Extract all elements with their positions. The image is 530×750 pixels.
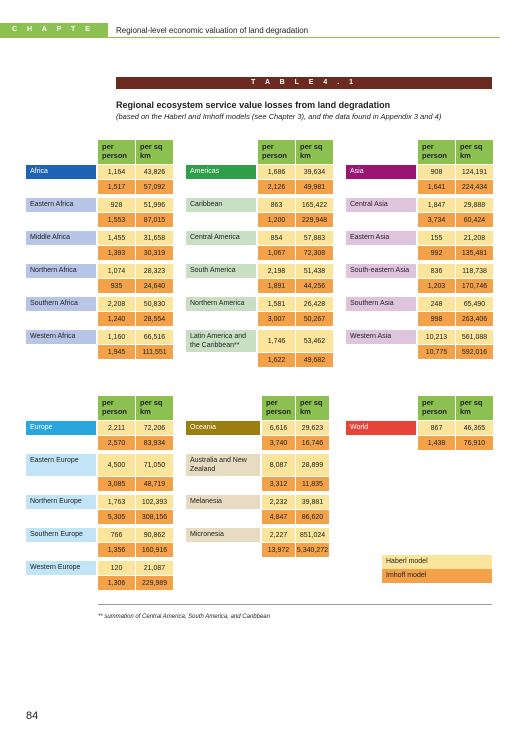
haberl-per-person: 766 [98,528,135,542]
haberl-per-person: 1,763 [98,495,135,509]
imhoff-per-person: 3,085 [98,477,135,491]
imhoff-per-person: 998 [418,312,455,326]
haberl-per-person: 1,455 [98,231,135,245]
imhoff-per-person: 1,438 [418,436,455,450]
imhoff-per-person: 3,312 [262,477,295,491]
region-label: Melanesia [186,495,260,509]
region-label: Caribbean [186,198,256,212]
header-per-sqkm: per sq km [136,140,173,164]
imhoff-per-person: 1,393 [98,246,135,260]
header-per-person: per person [418,140,455,164]
imhoff-per-sqkm: 48,719 [136,477,173,491]
imhoff-per-person: 1,200 [258,213,295,227]
imhoff-per-sqkm: 28,554 [136,312,173,326]
haberl-per-sqkm: 102,393 [136,495,173,509]
haberl-per-sqkm: 71,050 [136,454,173,476]
imhoff-per-sqkm: 111,551 [136,345,173,359]
region-label: South America [186,264,256,278]
haberl-per-person: 2,198 [258,264,295,278]
imhoff-per-sqkm: 87,015 [136,213,173,227]
haberl-per-sqkm: 57,883 [296,231,333,245]
imhoff-per-sqkm: 49,981 [296,180,333,194]
imhoff-per-person: 1,553 [98,213,135,227]
region-label: Central America [186,231,256,245]
region-label: World [346,421,416,435]
haberl-per-person: 155 [418,231,455,245]
page-number: 84 [26,710,39,722]
imhoff-per-person: 3,740 [262,436,295,450]
haberl-per-sqkm: 65,490 [456,297,493,311]
haberl-per-sqkm: 90,862 [136,528,173,542]
haberl-per-sqkm: 21,208 [456,231,493,245]
haberl-per-person: 836 [418,264,455,278]
region-label: Europe [26,421,96,435]
imhoff-per-sqkm: 592,016 [456,345,493,359]
imhoff-per-person: 3,007 [258,312,295,326]
region-label: Eastern Africa [26,198,96,212]
region-label: Asia [346,165,416,179]
haberl-per-sqkm: 29,623 [296,421,329,435]
haberl-per-person: 4,500 [98,454,135,476]
imhoff-per-person: 1,240 [98,312,135,326]
chapter-label: C H A P T E R 0 4 [0,23,108,37]
imhoff-per-person: 2,570 [98,436,135,450]
haberl-per-sqkm: 43,826 [136,165,173,179]
haberl-per-person: 1,074 [98,264,135,278]
region-label: Latin America and the Caribbean** [186,330,256,352]
imhoff-per-sqkm: 50,267 [296,312,333,326]
haberl-per-person: 120 [98,561,135,575]
imhoff-per-sqkm: 11,835 [296,477,329,491]
imhoff-per-sqkm: 86,620 [296,510,329,524]
header-per-sqkm: per sq km [136,396,173,420]
haberl-per-sqkm: 165,422 [296,198,333,212]
imhoff-per-person: 1,891 [258,279,295,293]
imhoff-per-person: 935 [98,279,135,293]
imhoff-per-sqkm: 135,481 [456,246,493,260]
imhoff-per-person: 10,775 [418,345,455,359]
haberl-per-sqkm: 28,323 [136,264,173,278]
haberl-per-person: 1,581 [258,297,295,311]
imhoff-per-person: 1,203 [418,279,455,293]
region-label: Western Asia [346,330,416,344]
haberl-per-person: 2,227 [262,528,295,542]
imhoff-per-sqkm: 30,319 [136,246,173,260]
imhoff-per-sqkm: 72,308 [296,246,333,260]
haberl-per-sqkm: 39,634 [296,165,333,179]
imhoff-per-sqkm: 229,948 [296,213,333,227]
imhoff-per-person: 1,517 [98,180,135,194]
footnote: ** summation of Central America, South America, and Caribbean [98,614,270,620]
imhoff-per-person: 5,305 [98,510,135,524]
imhoff-per-person: 1,945 [98,345,135,359]
haberl-per-person: 1,746 [258,330,295,352]
imhoff-per-sqkm: 229,989 [136,576,173,590]
haberl-per-sqkm: 51,996 [136,198,173,212]
haberl-per-person: 2,211 [98,421,135,435]
legend-imhoff: Imhoff model [382,569,492,583]
region-label: Oceania [186,421,260,435]
haberl-per-person: 2,208 [98,297,135,311]
region-label: Western Europe [26,561,96,575]
haberl-per-sqkm: 51,438 [296,264,333,278]
imhoff-per-person: 3,734 [418,213,455,227]
region-label: Northern America [186,297,256,311]
imhoff-per-person: 13,972 [262,543,295,557]
region-label: South-eastern Asia [346,264,416,278]
haberl-per-person: 10,213 [418,330,455,344]
header-per-sqkm: per sq km [296,396,329,420]
imhoff-per-person: 1,067 [258,246,295,260]
haberl-per-person: 867 [418,421,455,435]
imhoff-per-sqkm: 44,256 [296,279,333,293]
region-label: Western Africa [26,330,96,344]
haberl-per-person: 854 [258,231,295,245]
imhoff-per-sqkm: 60,424 [456,213,493,227]
haberl-per-person: 863 [258,198,295,212]
haberl-per-sqkm: 50,830 [136,297,173,311]
header-per-sqkm: per sq km [456,140,493,164]
haberl-per-person: 1,160 [98,330,135,344]
region-label: Northern Africa [26,264,96,278]
region-label: Americas [186,165,256,179]
haberl-per-person: 908 [418,165,455,179]
haberl-per-sqkm: 66,516 [136,330,173,344]
haberl-per-sqkm: 46,365 [456,421,493,435]
chapter-title: Regional-level economic valuation of land degradation [116,26,309,35]
haberl-per-person: 8,087 [262,454,295,476]
imhoff-per-sqkm: 308,156 [136,510,173,524]
region-label: Southern Europe [26,528,96,542]
footnote-rule [98,604,492,605]
haberl-per-sqkm: 53,462 [296,330,333,352]
imhoff-per-sqkm: 24,640 [136,279,173,293]
haberl-per-person: 1,847 [418,198,455,212]
region-label: Middle Africa [26,231,96,245]
region-label: Northern Europe [26,495,96,509]
region-label: Australia and New Zealand [186,454,260,476]
region-label: Eastern Asia [346,231,416,245]
haberl-per-sqkm: 72,206 [136,421,173,435]
haberl-per-sqkm: 31,658 [136,231,173,245]
haberl-per-sqkm: 29,888 [456,198,493,212]
haberl-per-sqkm: 21,087 [136,561,173,575]
header-per-person: per person [258,140,295,164]
imhoff-per-sqkm: 16,746 [296,436,329,450]
imhoff-per-sqkm: 170,746 [456,279,493,293]
imhoff-per-sqkm: 224,434 [456,180,493,194]
haberl-per-person: 1,164 [98,165,135,179]
imhoff-per-sqkm: 5,340,272 [296,543,329,557]
haberl-per-person: 248 [418,297,455,311]
region-label: Central Asia [346,198,416,212]
imhoff-per-person: 2,126 [258,180,295,194]
haberl-per-person: 928 [98,198,135,212]
imhoff-per-person: 992 [418,246,455,260]
header-per-person: per person [98,396,135,420]
header-per-sqkm: per sq km [456,396,493,420]
haberl-per-person: 6,616 [262,421,295,435]
haberl-per-sqkm: 561,088 [456,330,493,344]
region-label: Africa [26,165,96,179]
imhoff-per-person: 1,306 [98,576,135,590]
region-label: Eastern Europe [26,454,96,476]
table-title: Regional ecosystem service value losses from land degradation [116,100,391,110]
table-banner: T A B L E 4 . 1 [116,77,492,89]
header-per-person: per person [98,140,135,164]
region-label: Micronesia [186,528,260,542]
haberl-per-sqkm: 124,191 [456,165,493,179]
haberl-per-sqkm: 39,881 [296,495,329,509]
haberl-per-sqkm: 851,024 [296,528,329,542]
imhoff-per-sqkm: 57,092 [136,180,173,194]
header-per-person: per person [418,396,455,420]
haberl-per-sqkm: 26,428 [296,297,333,311]
imhoff-per-person: 1,622 [258,353,295,367]
haberl-per-sqkm: 28,899 [296,454,329,476]
imhoff-per-person: 4,847 [262,510,295,524]
legend-haberl: Haberl model [382,555,492,569]
imhoff-per-sqkm: 83,934 [136,436,173,450]
header-per-person: per person [262,396,295,420]
imhoff-per-sqkm: 76,910 [456,436,493,450]
region-label: Southern Africa [26,297,96,311]
imhoff-per-sqkm: 160,916 [136,543,173,557]
haberl-per-person: 2,232 [262,495,295,509]
haberl-per-sqkm: 118,738 [456,264,493,278]
haberl-per-person: 1,686 [258,165,295,179]
imhoff-per-person: 1,356 [98,543,135,557]
table-subtitle: (based on the Haberl and Imhoff models (see Chapter 3), and the data found in Appendix 3 and 4) [116,112,442,121]
region-label: Southern Asia [346,297,416,311]
imhoff-per-sqkm: 49,682 [296,353,333,367]
header-per-sqkm: per sq km [296,140,333,164]
imhoff-per-sqkm: 263,406 [456,312,493,326]
imhoff-per-person: 1,641 [418,180,455,194]
